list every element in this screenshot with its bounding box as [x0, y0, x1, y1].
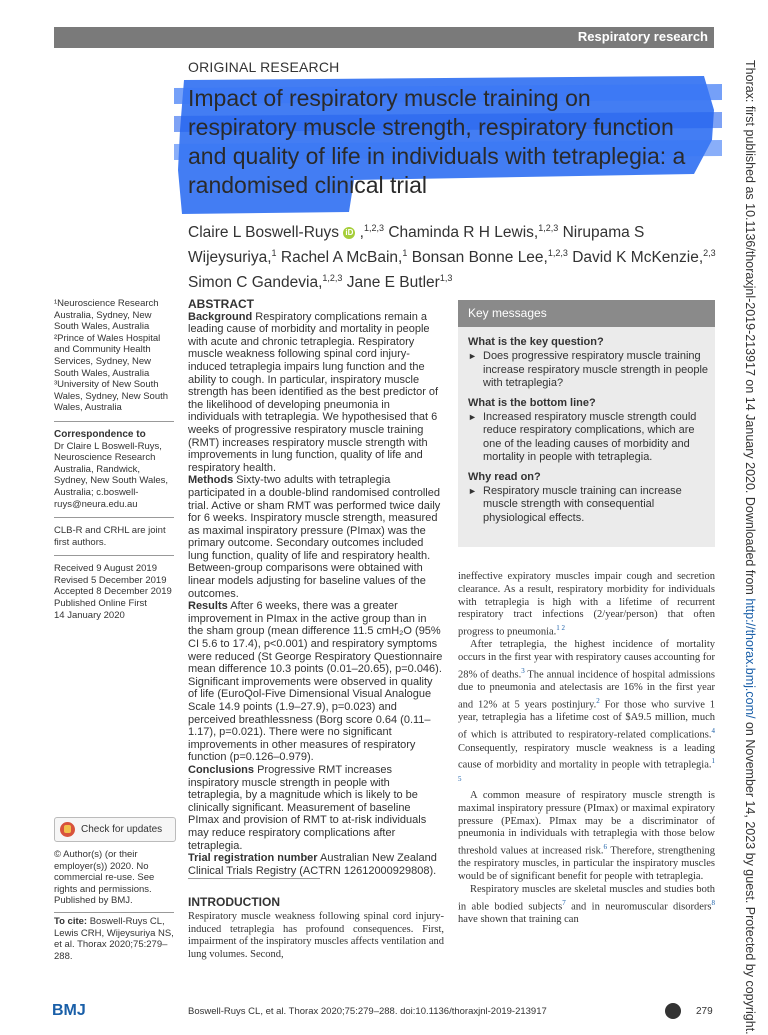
author-name[interactable]: Claire L Boswell-Ruys — [188, 224, 340, 242]
joint-authors-note: CLB-R and CRHL are joint first authors. — [54, 525, 166, 548]
journal-url-link[interactable]: http://thorax.bmj.com/ — [743, 598, 757, 719]
page-number: 279 — [696, 1006, 713, 1017]
crossmark-icon — [60, 822, 75, 837]
author-name[interactable]: Rachel A McBain, — [280, 249, 403, 267]
sidebar-metadata — [54, 298, 174, 621]
bottom-line-answer: ► Increased respiratory muscle strength could reduce respiratory complications, which are one of the leading causes of morbidity and mortality in people with tetraplegia. — [468, 411, 708, 465]
body-text: For those who survive 1 year, tetraplegia has a lifetime cost of $A9.5 million, much of which is attributed to respiratory-related complications. — [458, 699, 716, 741]
reference-link[interactable]: 3 — [521, 667, 525, 676]
title-block — [174, 70, 722, 218]
bottom-line-heading: What is the bottom line? — [468, 396, 596, 409]
reference-link[interactable]: 1 2 — [556, 624, 566, 633]
divider — [188, 878, 320, 879]
author-affiliation-sup: 1,2,3 — [547, 248, 568, 259]
methods-text: Sixty-two adults with tetraplegia participated in a double-blind randomised controlled trial. Active or sham RMT was performed twice daily for 6 weeks. Inspiratory muscle strength, measured as maximal inspiratory pressure (PImax) was the primary outcome. Secondary outcomes included lung function, quality of life and respiratory health. Between-group comparisons were obtained with linear models adjusting for baseline values of the outcomes. — [188, 474, 441, 600]
abstract-results — [188, 600, 444, 764]
body-text: A common measure of respiratory muscle strength is maximal inspiratory pressure (PImax) or maximal expiratory pressure (PEmax). PImax may be a discriminator of pneumonia in individuals with tetraplegia with those below threshold values at increased risk. — [458, 789, 715, 857]
banner-text: on November 14, 2023 by guest. Protected by copyright. — [743, 718, 757, 1035]
body-paragraph — [458, 884, 715, 927]
orcid-icon[interactable]: iD — [345, 228, 354, 238]
body-text: The annual incidence of hospital admissions due to pneumonia and atelectasis are 16% in the first year and 12% at 5 years postinjury. — [458, 669, 715, 711]
published-date: 14 January 2020 — [54, 609, 125, 621]
footer-citation: Boswell-Ruys CL, et al. Thorax 2020;75:279–288. doi:10.1136/thoraxjnl-2019-213917 — [188, 1006, 547, 1017]
banner-text: Thorax: first published as 10.1136/thoraxjnl-2019-213917 on 14 January 2020. Downloaded from — [743, 60, 757, 599]
divider — [54, 517, 174, 518]
abstract-heading: ABSTRACT — [188, 297, 254, 311]
abstract-methods — [188, 474, 444, 600]
correspondence-details[interactable]: Dr Claire L Boswell-Ruys, Neuroscience Research Australia, Randwick, Sydney, New South Wales, Australia; c.boswell-ruys@neura.edu.au — [54, 440, 169, 510]
reference-link[interactable]: 6 — [603, 843, 608, 852]
reference-link[interactable]: 4 — [711, 727, 715, 736]
body-text: and in neuromuscular disorders — [565, 901, 712, 913]
affiliation: ¹Neuroscience Research Australia, Sydney, New South Wales, Australia — [54, 298, 159, 333]
body-text: ineffective expiratory muscles impair cough and secretion clearance. As a result, respiratory morbidity for individuals with tetraplegia is high with a lifetime of recurrent respiratory tract infections (2/year/person) that often progress to pneumonia. — [458, 571, 715, 638]
abstract — [188, 298, 444, 877]
journal-section-label: Respiratory research — [577, 29, 708, 44]
author-affiliation-sup: 1,3 — [439, 273, 453, 284]
body-text: After tetraplegia, the highest incidence of mortality occurs in the first year with respiratory causes accounting for 28% of deaths. — [458, 639, 715, 681]
key-messages-heading: Key messages — [458, 300, 715, 327]
abstract-background — [188, 311, 444, 475]
author-affiliation-sup: 2,3 — [703, 248, 716, 259]
download-banner — [741, 60, 759, 1035]
conclusions-label: Conclusions — [188, 763, 255, 776]
abstract-trial-registration — [188, 852, 444, 877]
divider — [54, 421, 174, 422]
citation-text: Boswell-Ruys CL, Lewis CRH, Wijeysuriya NS, et al. Thorax 2020;75:279–288. — [54, 916, 174, 962]
received-date: Received 9 August 2019 — [54, 563, 157, 575]
trial-registration-text: Australian New Zealand Clinical Trials Registry (ACTRN 12612000929808). — [188, 852, 437, 877]
body-text-column — [458, 571, 715, 927]
check-for-updates-button[interactable] — [54, 817, 176, 842]
published-label: Published Online First — [54, 598, 147, 610]
author-affiliation-sup: 1 — [271, 248, 277, 259]
body-text: have shown that training can — [458, 914, 579, 926]
check-for-updates-label: Check for updates — [81, 824, 163, 835]
why-read-on-heading: Why read on? — [468, 470, 541, 483]
body-paragraph — [458, 571, 715, 639]
article-title: Impact of respiratory muscle training on respiratory muscle strength, respiratory function and quality of life in individuals with tetraplegia: a randomised clinical trial — [188, 85, 686, 198]
background-label: Background — [188, 310, 253, 323]
conclusions-text: Progressive RMT increases inspiratory muscle strength in people with tetraplegia, by a magnitude which is likely to be clinically significant. Measurement of baseline PImax and provision of RMT to at-risk individuals may reduce respiratory complications after tetraplegia. — [188, 763, 427, 852]
author-name[interactable]: Jane E Butler — [346, 274, 440, 292]
author-name[interactable]: Nirupama S Wijeysuriya, — [188, 224, 645, 267]
author-affiliation-sup: 1 — [402, 248, 408, 259]
body-text: Consequently, respiratory muscle weakness is a leading cause of morbidity and mortality in people with tetraplegia. — [458, 742, 715, 771]
trial-registration-label: Trial registration number — [188, 852, 318, 865]
key-question-answer: ► Does progressive respiratory muscle training increase respiratory muscle strength in people with tetraplegia? — [468, 350, 708, 390]
bmj-logo[interactable]: BMJ — [52, 1002, 86, 1019]
divider — [54, 555, 174, 556]
affiliation: ³University of New South Wales, Sydney, New South Wales, Australia — [54, 379, 169, 414]
abstract-conclusions — [188, 764, 444, 852]
body-text: Therefore, strengthening the respiratory muscles, in particular the inspiratory muscles would be of significant benefit for people with tetraplegia. — [458, 845, 715, 883]
body-paragraph — [458, 790, 715, 884]
introduction-heading: INTRODUCTION — [188, 895, 280, 909]
results-text: After 6 weeks, there was a greater improvement in PImax in the active group than in the sham group (mean difference 11.5 cmH₂O (95% CI 5.6 to 17.4), p<0.001) and respiratory symptoms were reduced (St George Respiratory Questionnaire mean difference 10.3 points (0.01–20.65), p=0.046). Significant improvements were observed in quality of life (EuroQol-Five Dimensional Visual Analogue Scale 14.9 points (1.9–27.9), p=0.023) and perceived breathlessness (Borg score 0.64 (0.11–1.17), p=0.021). There were no significant improvements in other measures of respiratory function (p=0.126–0.979). — [188, 600, 443, 764]
journal-section-bar — [54, 27, 714, 48]
methods-label: Methods — [188, 474, 234, 487]
results-label: Results — [188, 600, 228, 613]
introduction-text: Respiratory muscle weakness following spinal cord injury-induced tetraplegia has profound consequences. First, impairment of the inspiratory muscles affects ventilation and lung volumes. Second, — [188, 910, 444, 961]
correspondence-heading: Correspondence to — [54, 428, 146, 440]
author-affiliation-sup: 1,2,3 — [538, 223, 559, 233]
why-read-on-answer: ► Respiratory muscle training can increase muscle strength with consequential physiological effects. — [468, 485, 708, 525]
author-affiliation-sup: 1,2,3 — [363, 223, 384, 233]
author-affiliation-sup: 1,2,3 — [322, 273, 343, 284]
author-name[interactable]: David K McKenzie, — [572, 249, 704, 267]
citation-label: To cite: — [54, 916, 88, 927]
introduction-section — [188, 896, 444, 962]
reference-link[interactable]: 1 5 — [458, 757, 715, 783]
background-text: Respiratory complications remain a leading cause of morbidity and mortality in people with acute and chronic tetraplegia. Respiratory muscle weakness following spinal cord injury-induced tetraplegia impairs lung function and the ability to cough. In particular, inspiratory muscle strength has been identified as the best predictor of the likelihood of developing pneumonia in individuals with tetraplegia. We hypothesised that 6 weeks of progressive respiratory muscle training (RMT) increases respiratory muscle strength with improvements in lung function, quality of life and respiratory health. — [188, 310, 439, 474]
body-paragraph — [458, 639, 715, 789]
reference-link[interactable]: 2 — [596, 697, 600, 706]
accepted-date: Accepted 8 December 2019 — [54, 586, 172, 598]
author-list: Claire L Boswell-Ruys iD ,$^{1,2,3}$ Chaminda R H Lewis,$^{1,2,3}$ Nirupama S Wijeysuriya,$^1$ Rachel A McBain,$^1$ Bonsan Bonne Lee,$^{1,2,3}$ David K McKenzie,$^{2,3}$ Simon C Gandevia,$^{1,2,3}$ Jane E Butler$^{1,3}$ — [188, 223, 716, 292]
revised-date: Revised 5 December 2019 — [54, 574, 167, 586]
author-name[interactable]: Simon C Gandevia, — [188, 274, 323, 292]
open-access-icon — [665, 1003, 681, 1019]
citation-box — [54, 912, 174, 962]
key-question-heading: What is the key question? — [468, 336, 604, 348]
author-name[interactable]: Chaminda R H Lewis, — [388, 224, 539, 242]
affiliation: ²Prince of Wales Hospital and Community Health Services, Sydney, New South Wales, Australia — [54, 332, 161, 379]
copyright-notice: © Author(s) (or their employer(s)) 2020. No commercial re-use. See rights and permissions. Published by BMJ. — [54, 849, 155, 907]
article-type-label: ORIGINAL RESEARCH — [188, 59, 340, 75]
reference-link[interactable]: 7 — [562, 898, 566, 907]
body-text: Respiratory muscles are skeletal muscles and studies both in able bodied subjects — [458, 884, 715, 913]
reference-link[interactable]: 8 — [711, 898, 716, 907]
author-name[interactable]: Bonsan Bonne Lee, — [411, 249, 548, 267]
key-messages-box — [458, 300, 715, 547]
